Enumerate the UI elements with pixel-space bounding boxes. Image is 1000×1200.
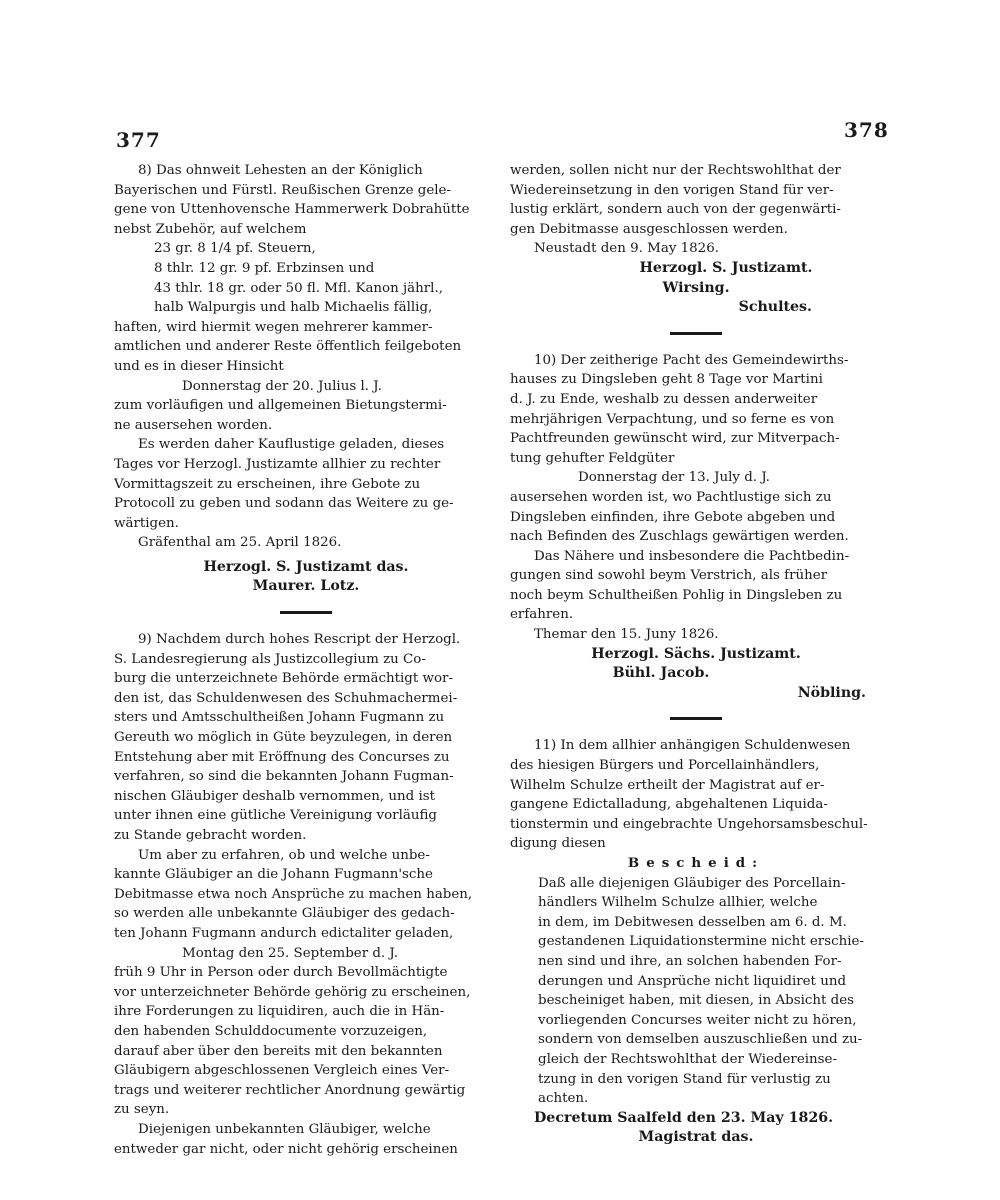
page-number-left: 377 xyxy=(116,128,161,152)
text-line: halb Walpurgis und halb Michaelis fällig, xyxy=(154,300,433,316)
authority-signature: Herzogl. Sächs. Justizamt. xyxy=(591,645,801,662)
text-line: Entstehung aber mit Eröffnung des Concurses zu xyxy=(114,749,450,765)
text-line: gangene Edictalladung, abgehaltenen Liquida- xyxy=(510,797,828,813)
text-line: in dem, im Debitwesen desselben am 6. d. M. xyxy=(538,914,847,930)
place-date: Themar den 15. Juny 1826. xyxy=(534,627,719,643)
charge-line: 43 thlr. 18 gr. oder 50 fl. Mfl. Kanon jährl., xyxy=(154,280,443,296)
text-line: bescheiniget haben, mit diesen, in Absicht des xyxy=(538,993,855,1009)
text-line: erfahren. xyxy=(510,607,574,623)
place-date: Decretum Saalfeld den 23. May 1826. xyxy=(534,1109,834,1126)
text-line: gleich der Rechtswohlthat der Wiedereinse- xyxy=(538,1051,837,1067)
text-line: trags und weiterer rechtlicher Anordnung gewärtig xyxy=(114,1082,466,1098)
text-line: Wiedereinsetzung in den vorigen Stand für ver- xyxy=(510,182,834,198)
text-line: 11) In dem allhier anhängigen Schuldenwesen xyxy=(534,738,851,754)
text-line: wärtigen. xyxy=(114,515,179,531)
text-line: tionstermin und eingebrachte Ungehorsamsbeschul- xyxy=(510,816,868,832)
text-line: 8) Das ohnweit Lehesten an der Königlich xyxy=(138,163,423,178)
text-line: Gereuth wo möglich in Güte beyzulegen, in deren xyxy=(114,730,453,746)
text-line: sters und Amtsschultheißen Johann Fugmann zu xyxy=(114,710,445,726)
text-line: gungen sind sowohl beym Verstrich, als früher xyxy=(510,568,828,584)
text-line: darauf aber über den bereits mit den bekannten xyxy=(114,1043,443,1059)
right-column xyxy=(510,161,882,1148)
text-line: entweder gar nicht, oder nicht gehörig erscheinen xyxy=(114,1141,458,1157)
text-line: burg die unterzeichnete Behörde ermächtigt wor- xyxy=(114,671,453,687)
text-line: tung gehufter Feldgüter xyxy=(510,450,675,466)
text-line: unter ihnen eine gütliche Vereinigung vorläufig xyxy=(114,808,437,824)
text-line: ten Johann Fugmann andurch edictaliter geladen, xyxy=(114,925,454,941)
text-line: nischen Gläubiger deshalb vernommen, und ist xyxy=(114,788,436,804)
text-line: Protocoll zu geben und sodann das Weitere zu ge- xyxy=(114,496,454,512)
text-line: Es werden daher Kauflustige geladen, dieses xyxy=(138,437,445,453)
text-line: S. Landesregierung als Justizcollegium zu Co- xyxy=(114,651,426,667)
date-line: Donnerstag der 20. Julius l. J. xyxy=(182,378,382,394)
signatory: Nöbling. xyxy=(797,684,866,701)
text-line: nach Befinden des Zuschlags gewärtigen werden. xyxy=(510,529,849,545)
decision-heading: Bescheid: xyxy=(627,855,765,871)
text-line: Gläubigern abgeschlossenen Vergleich eines Ver- xyxy=(114,1063,450,1079)
decision-text xyxy=(510,874,882,1109)
date-line: Montag den 25. September d. J. xyxy=(182,945,399,961)
signatory: Schultes. xyxy=(738,299,812,316)
text-line: Das Nähere und insbesondere die Pachtbedin- xyxy=(534,548,850,564)
text-line: verfahren, so sind die bekannten Johann Fugman- xyxy=(114,769,454,785)
text-line: noch beym Schultheißen Pohlig in Dingsleben zu xyxy=(510,587,843,603)
text-line: Tages vor Herzogl. Justizamte allhier zu rechter xyxy=(114,456,441,472)
text-line: früh 9 Uhr in Person oder durch Bevollmächtigte xyxy=(114,965,448,981)
text-line: Debitmasse etwa noch Ansprüche zu machen haben, xyxy=(114,886,473,902)
text-line: lustig erklärt, sondern auch von der gegenwärti- xyxy=(510,202,841,218)
text-line: nebst Zubehör, auf welchem xyxy=(114,221,307,237)
text-line: so werden alle unbekannte Gläubiger des gedach- xyxy=(114,906,455,922)
text-line: Diejenigen unbekannten Gläubiger, welche xyxy=(138,1121,431,1137)
signatories: Maurer. Lotz. xyxy=(252,578,360,595)
notice-9 xyxy=(114,630,498,1159)
text-line: Dingsleben einfinden, ihre Gebote abgeben und xyxy=(510,509,836,525)
text-line: vor unterzeichneter Behörde gehörig zu erscheinen, xyxy=(114,984,471,1000)
text-line: zum vorläufigen und allgemeinen Bietungstermi- xyxy=(114,398,447,414)
text-line: derungen und Ansprüche nicht liquidiret und xyxy=(538,973,847,989)
text-line: ne ausersehen worden. xyxy=(114,417,273,433)
text-line: nen sind und ihre, an solchen habenden For- xyxy=(538,953,842,969)
text-line: 10) Der zeitherige Pacht des Gemeindewirths- xyxy=(534,352,849,368)
notice-11 xyxy=(510,736,882,1147)
text-line: und es in dieser Hinsicht xyxy=(114,358,284,374)
text-line: werden, sollen nicht nur der Rechtswohlthat der xyxy=(510,163,841,178)
text-line: mehrjährigen Verpachtung, und so ferne es von xyxy=(510,411,835,427)
text-line: hauses zu Dingsleben geht 8 Tage vor Martini xyxy=(510,372,823,388)
page-number-right: 378 xyxy=(844,118,889,142)
authority-signature: Herzogl. S. Justizamt. xyxy=(639,259,813,276)
notice-10 xyxy=(510,351,882,704)
text-line: den ist, das Schuldenwesen des Schuhmachermei- xyxy=(114,690,458,706)
section-divider xyxy=(280,611,332,614)
text-line: Um aber zu erfahren, ob und welche unbe- xyxy=(138,847,430,863)
text-line: Vormittagszeit zu erscheinen, ihre Gebote zu xyxy=(114,476,421,492)
text-line: zu seyn. xyxy=(114,1102,170,1118)
authority-signature: Magistrat das. xyxy=(638,1129,754,1146)
text-line: vorliegenden Concurses weiter nicht zu hören, xyxy=(538,1012,857,1028)
text-line: den habenden Schulddocumente vorzuzeigen, xyxy=(114,1023,428,1039)
section-divider xyxy=(670,332,722,335)
text-line: Wilhelm Schulze ertheilt der Magistrat auf er- xyxy=(510,777,825,793)
text-line: tzung in den vorigen Stand für verlustig zu xyxy=(538,1071,831,1087)
left-column xyxy=(114,161,498,1159)
text-line: sondern von demselben auszuschließen und zu- xyxy=(538,1032,863,1048)
text-line: digung diesen xyxy=(510,836,606,852)
signatory: Wirsing. xyxy=(662,279,730,296)
text-line: 9) Nachdem durch hohes Rescript der Herzogl. xyxy=(138,632,461,648)
text-line: ausersehen worden ist, wo Pachtlustige sich zu xyxy=(510,489,832,505)
text-line: Bayerischen und Fürstl. Reußischen Grenze gele- xyxy=(114,182,452,198)
section-divider xyxy=(670,717,722,720)
date-line: Donnerstag der 13. July d. J. xyxy=(578,470,770,486)
text-line: gestandenen Liquidationstermine nicht erschie- xyxy=(538,934,864,950)
text-line: zu Stande gebracht worden. xyxy=(114,828,307,843)
text-line: amtlichen und anderer Reste öffentlich feilgeboten xyxy=(114,339,462,355)
text-line: gen Debitmasse ausgeschlossen werden. xyxy=(510,221,788,237)
text-line: kannte Gläubiger an die Johann Fugmann'sche xyxy=(114,867,433,883)
text-line: Pachtfreunden gewünscht wird, zur Mitverpach- xyxy=(510,431,840,447)
text-line: haften, wird hiermit wegen mehrerer kammer- xyxy=(114,319,433,335)
text-line: achten. xyxy=(538,1091,589,1107)
notice-9-continued xyxy=(510,161,882,318)
place-date: Neustadt den 9. May 1826. xyxy=(534,241,719,257)
text-line: des hiesigen Bürgers und Porcellainhändlers, xyxy=(510,758,820,774)
text-line: d. J. zu Ende, weshalb zu dessen anderweiter xyxy=(510,391,818,407)
signatories: Bühl. Jacob. xyxy=(612,665,710,682)
charge-line: 8 thlr. 12 gr. 9 pf. Erbzinsen und xyxy=(154,260,375,276)
text-line: händlers Wilhelm Schulze allhier, welche xyxy=(538,895,818,911)
charge-line: 23 gr. 8 1/4 pf. Steuern, xyxy=(154,241,316,257)
text-line: Daß alle diejenigen Gläubiger des Porcellain- xyxy=(538,875,846,891)
authority-signature: Herzogl. S. Justizamt das. xyxy=(203,558,409,575)
text-line: gene von Uttenhovensche Hammerwerk Dobrahütte xyxy=(114,202,470,218)
text-line: ihre Forderungen zu liquidiren, auch die in Hän- xyxy=(114,1004,445,1020)
notice-8 xyxy=(114,161,498,597)
place-date: Gräfenthal am 25. April 1826. xyxy=(138,535,342,551)
